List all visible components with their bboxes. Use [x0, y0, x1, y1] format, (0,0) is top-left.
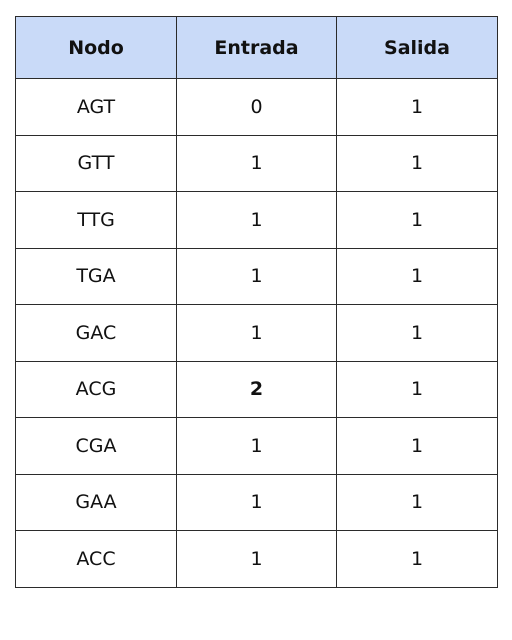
- cell-entrada: 1: [177, 248, 337, 305]
- table-row: [16, 79, 498, 136]
- cell-entrada: 1: [177, 192, 337, 249]
- header-entrada: Entrada: [177, 17, 337, 79]
- cell-entrada: 1: [177, 135, 337, 192]
- cell-nodo: TTG: [16, 192, 177, 249]
- table-row: [16, 474, 498, 531]
- cell-nodo: GAC: [16, 305, 177, 362]
- cell-salida: 1: [337, 305, 498, 362]
- cell-entrada: 0: [177, 79, 337, 136]
- header-row: [16, 17, 498, 79]
- cell-entrada: 1: [177, 531, 337, 588]
- table-row: [16, 531, 498, 588]
- table-row: [16, 135, 498, 192]
- cell-nodo: CGA: [16, 418, 177, 475]
- cell-entrada: 1: [177, 474, 337, 531]
- degree-table-container: [15, 16, 497, 588]
- header-nodo: Nodo: [16, 17, 177, 79]
- cell-entrada: 1: [177, 418, 337, 475]
- cell-salida: 1: [337, 192, 498, 249]
- cell-nodo: TGA: [16, 248, 177, 305]
- cell-salida: 1: [337, 531, 498, 588]
- header-salida: Salida: [337, 17, 498, 79]
- cell-salida: 1: [337, 135, 498, 192]
- table-row: [16, 248, 498, 305]
- cell-entrada: 1: [177, 305, 337, 362]
- cell-salida: 1: [337, 474, 498, 531]
- cell-nodo: GAA: [16, 474, 177, 531]
- cell-nodo: AGT: [16, 79, 177, 136]
- cell-entrada-highlighted: 2: [177, 361, 337, 418]
- table-row: [16, 418, 498, 475]
- cell-salida: 1: [337, 361, 498, 418]
- cell-salida: 1: [337, 248, 498, 305]
- table-row: [16, 192, 498, 249]
- cell-salida: 1: [337, 418, 498, 475]
- table-row: [16, 305, 498, 362]
- table-row: [16, 361, 498, 418]
- cell-nodo: ACG: [16, 361, 177, 418]
- table-header: [16, 17, 498, 79]
- cell-nodo: GTT: [16, 135, 177, 192]
- degree-table: [15, 16, 498, 588]
- table-body: [16, 79, 498, 588]
- cell-salida: 1: [337, 79, 498, 136]
- cell-nodo: ACC: [16, 531, 177, 588]
